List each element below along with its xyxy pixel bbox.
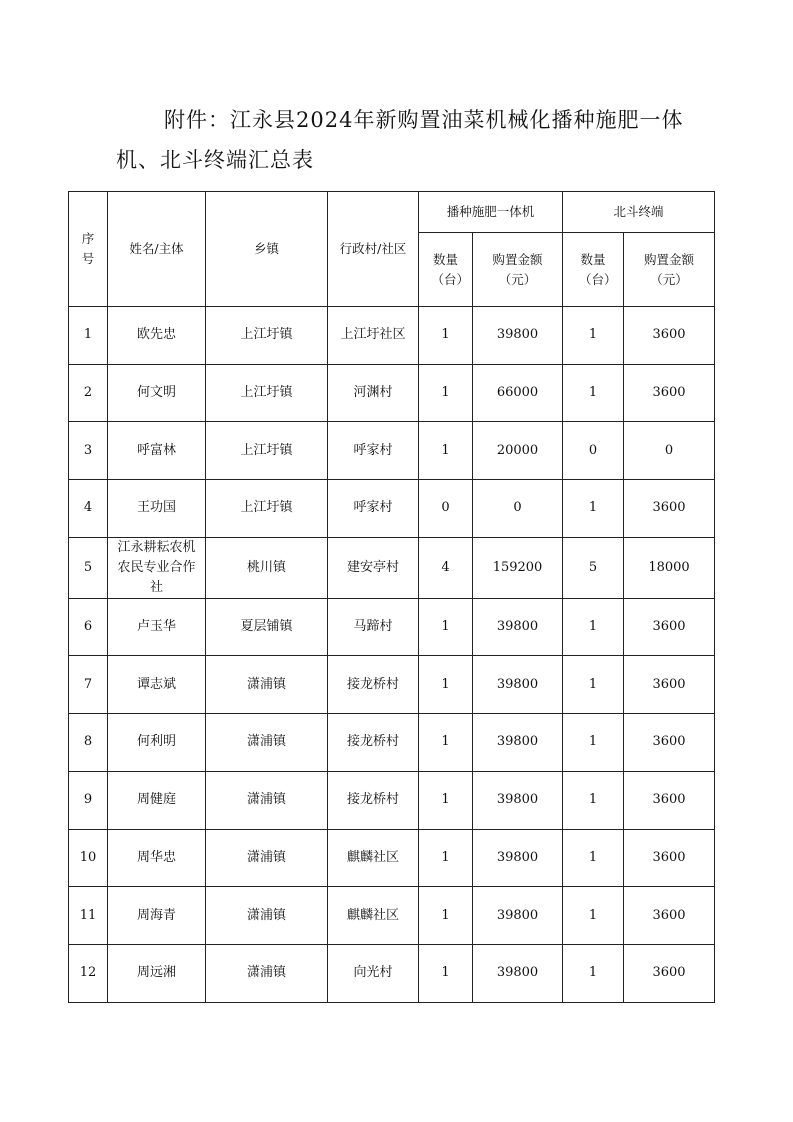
cell-seeder-amount: 39800 (473, 598, 563, 656)
cell-beidou-qty: 1 (563, 656, 624, 714)
table-row (69, 829, 715, 887)
cell-beidou-qty: 1 (563, 598, 624, 656)
cell-name: 何利明 (108, 714, 206, 772)
cell-seeder-amount: 39800 (473, 829, 563, 887)
cell-beidou-qty: 5 (563, 537, 624, 598)
cell-seeder-qty: 1 (419, 887, 473, 945)
title-line-1: 附件：江永县2024年新购置油菜机械化播种施肥一体 (164, 108, 684, 132)
cell-seeder-qty: 1 (419, 944, 473, 1002)
table-row (69, 480, 715, 538)
cell-seeder-qty: 1 (419, 829, 473, 887)
cell-beidou-amount: 3600 (624, 944, 715, 1002)
header-town: 乡镇 (206, 192, 328, 307)
cell-no: 7 (69, 656, 108, 714)
cell-beidou-qty: 1 (563, 714, 624, 772)
cell-beidou-qty: 1 (563, 480, 624, 538)
cell-village: 麒麟社区 (328, 887, 419, 945)
table-row (69, 364, 715, 422)
cell-village: 河渊村 (328, 364, 419, 422)
cell-seeder-amount: 0 (473, 480, 563, 538)
cell-no: 3 (69, 422, 108, 480)
cell-beidou-amount: 3600 (624, 364, 715, 422)
cell-village: 马蹄村 (328, 598, 419, 656)
cell-seeder-qty: 1 (419, 714, 473, 772)
cell-seeder-qty: 4 (419, 537, 473, 598)
cell-town: 潇浦镇 (206, 771, 328, 829)
cell-seeder-amount: 20000 (473, 422, 563, 480)
cell-no: 2 (69, 364, 108, 422)
cell-name: 何文明 (108, 364, 206, 422)
cell-no: 1 (69, 307, 108, 365)
cell-seeder-amount: 39800 (473, 887, 563, 945)
table-row (69, 598, 715, 656)
cell-town: 桃川镇 (206, 537, 328, 598)
table-row (69, 537, 715, 598)
cell-village: 接龙桥村 (328, 771, 419, 829)
cell-beidou-qty: 1 (563, 307, 624, 365)
cell-seeder-amount: 66000 (473, 364, 563, 422)
header-seeder-group: 播种施肥一体机 (419, 192, 563, 233)
header-beidou-qty: 数量（台） (563, 233, 624, 307)
cell-village: 麒麟社区 (328, 829, 419, 887)
header-village: 行政村/社区 (328, 192, 419, 307)
cell-seeder-amount: 39800 (473, 944, 563, 1002)
cell-village: 呼家村 (328, 480, 419, 538)
header-beidou-amount: 购置金额（元） (624, 233, 715, 307)
cell-seeder-amount: 39800 (473, 656, 563, 714)
header-seeder-qty: 数量（台） (419, 233, 473, 307)
cell-seeder-amount: 39800 (473, 307, 563, 365)
cell-seeder-qty: 1 (419, 771, 473, 829)
cell-village: 接龙桥村 (328, 656, 419, 714)
cell-seeder-amount: 159200 (473, 537, 563, 598)
cell-seeder-qty: 1 (419, 364, 473, 422)
header-seeder-amount: 购置金额（元） (473, 233, 563, 307)
cell-name: 周远湘 (108, 944, 206, 1002)
table-row (69, 714, 715, 772)
cell-name: 周海青 (108, 887, 206, 945)
table-row (69, 656, 715, 714)
cell-no: 4 (69, 480, 108, 538)
cell-beidou-amount: 3600 (624, 656, 715, 714)
cell-beidou-amount: 3600 (624, 829, 715, 887)
document-title (116, 100, 696, 180)
cell-name: 周健庭 (108, 771, 206, 829)
cell-seeder-amount: 39800 (473, 714, 563, 772)
cell-no: 10 (69, 829, 108, 887)
cell-town: 潇浦镇 (206, 829, 328, 887)
cell-seeder-qty: 1 (419, 307, 473, 365)
cell-town: 潇浦镇 (206, 887, 328, 945)
table-row (69, 307, 715, 365)
cell-beidou-amount: 3600 (624, 307, 715, 365)
cell-beidou-amount: 3600 (624, 714, 715, 772)
cell-no: 6 (69, 598, 108, 656)
cell-village: 接龙桥村 (328, 714, 419, 772)
cell-beidou-amount: 3600 (624, 480, 715, 538)
cell-town: 潇浦镇 (206, 944, 328, 1002)
cell-beidou-qty: 1 (563, 771, 624, 829)
header-name: 姓名/主体 (108, 192, 206, 307)
cell-town: 上江圩镇 (206, 307, 328, 365)
cell-name: 欧先忠 (108, 307, 206, 365)
cell-beidou-qty: 0 (563, 422, 624, 480)
cell-beidou-qty: 1 (563, 944, 624, 1002)
cell-seeder-qty: 1 (419, 598, 473, 656)
cell-town: 潇浦镇 (206, 714, 328, 772)
cell-village: 上江圩社区 (328, 307, 419, 365)
cell-beidou-amount: 3600 (624, 771, 715, 829)
summary-table (68, 191, 715, 1003)
cell-beidou-amount: 0 (624, 422, 715, 480)
cell-no: 5 (69, 537, 108, 598)
cell-beidou-amount: 18000 (624, 537, 715, 598)
cell-name: 周华忠 (108, 829, 206, 887)
header-seq: 序号 (69, 192, 108, 307)
cell-town: 潇浦镇 (206, 656, 328, 714)
table-row (69, 422, 715, 480)
cell-beidou-qty: 1 (563, 364, 624, 422)
cell-beidou-qty: 1 (563, 887, 624, 945)
cell-village: 建安亭村 (328, 537, 419, 598)
cell-name: 江永耕耘农机农民专业合作社 (108, 537, 206, 598)
cell-beidou-amount: 3600 (624, 598, 715, 656)
cell-seeder-qty: 0 (419, 480, 473, 538)
header-beidou-group: 北斗终端 (563, 192, 715, 233)
cell-no: 11 (69, 887, 108, 945)
title-line-2: 机、北斗终端汇总表 (116, 148, 314, 172)
cell-town: 上江圩镇 (206, 422, 328, 480)
table-row (69, 771, 715, 829)
cell-village: 向光村 (328, 944, 419, 1002)
cell-no: 12 (69, 944, 108, 1002)
cell-name: 卢玉华 (108, 598, 206, 656)
cell-no: 8 (69, 714, 108, 772)
cell-town: 夏层铺镇 (206, 598, 328, 656)
cell-village: 呼家村 (328, 422, 419, 480)
cell-beidou-qty: 1 (563, 829, 624, 887)
cell-town: 上江圩镇 (206, 480, 328, 538)
table-row (69, 944, 715, 1002)
cell-seeder-qty: 1 (419, 422, 473, 480)
cell-name: 王功国 (108, 480, 206, 538)
table-row (69, 887, 715, 945)
cell-no: 9 (69, 771, 108, 829)
cell-seeder-qty: 1 (419, 656, 473, 714)
cell-town: 上江圩镇 (206, 364, 328, 422)
cell-name: 呼富林 (108, 422, 206, 480)
cell-seeder-amount: 39800 (473, 771, 563, 829)
cell-beidou-amount: 3600 (624, 887, 715, 945)
cell-name: 谭志斌 (108, 656, 206, 714)
